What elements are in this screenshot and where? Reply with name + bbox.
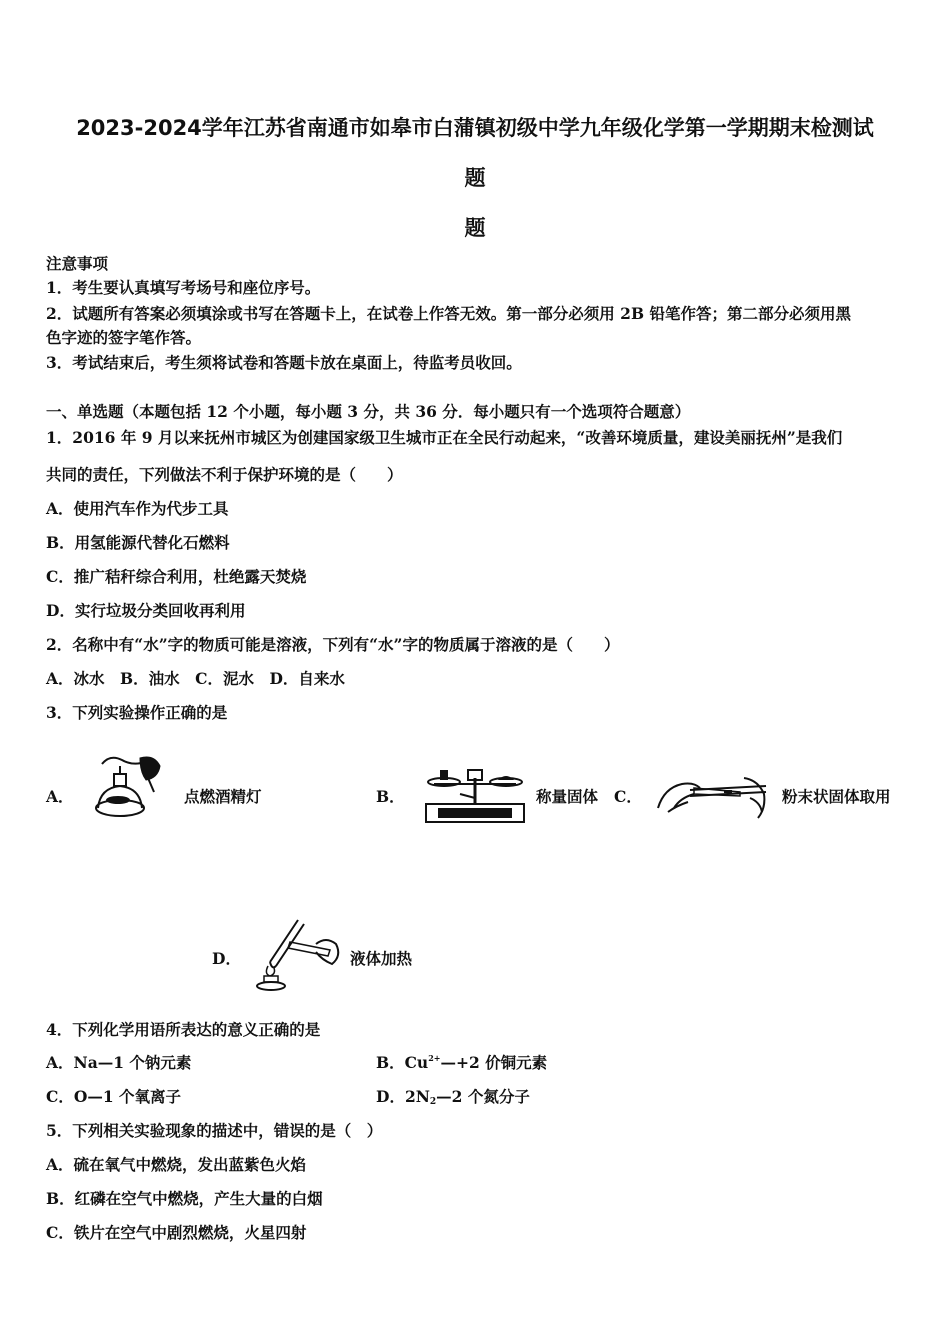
q1-stem-b: 共同的责任，下列做法不利于保护环境的是（ ） bbox=[46, 465, 403, 484]
q4-option-b bbox=[376, 1051, 547, 1073]
exam-title-line2: 题 bbox=[464, 166, 486, 190]
q4-option-d-subscript: 2 bbox=[429, 1097, 437, 1107]
q4-option-d bbox=[376, 1085, 530, 1107]
q3-option-a-text: 点燃酒精灯 bbox=[184, 787, 262, 806]
q5-stem: 5．下列相关实验现象的描述中，错误的是（ ） bbox=[46, 1121, 383, 1140]
q1-option-d: D．实行垃圾分类回收再利用 bbox=[46, 601, 246, 620]
q5-option-c: C．铁片在空气中剧烈燃烧，火星四射 bbox=[46, 1223, 307, 1242]
notice-heading: 注意事项 bbox=[46, 254, 109, 273]
q2-stem: 2．名称中有“水”字的物质可能是溶液，下列有“水”字的物质属于溶液的是（ ） bbox=[46, 635, 620, 654]
q3-option-d-label: D． bbox=[212, 949, 241, 968]
q2-options: A．冰水 B．油水 C．泥水 D．自来水 bbox=[46, 669, 345, 688]
q3-stem: 3．下列实验操作正确的是 bbox=[46, 703, 228, 722]
q4-option-b-symbol: B．Cu bbox=[376, 1053, 429, 1072]
notice-item-1: 1．考生要认真填写考场号和座位序号。 bbox=[46, 278, 321, 297]
q1-option-c: C．推广秸秆综合利用，杜绝露天焚烧 bbox=[46, 567, 307, 586]
q4-option-b-meaning: —+2 价铜元素 bbox=[440, 1053, 548, 1072]
q4-option-c: C．O—1 个氧离子 bbox=[46, 1087, 182, 1106]
q3-option-b-label: B． bbox=[376, 787, 405, 806]
notice-item-2b: 色字迹的签字笔作答。 bbox=[46, 328, 202, 347]
q5-option-a: A．硫在氧气中燃烧，发出蓝紫色火焰 bbox=[46, 1155, 307, 1174]
q3-option-b-text: 称量固体 bbox=[536, 787, 599, 806]
exam-title-line1: 2023-2024学年江苏省南通市如皋市白蒲镇初级中学九年级化学第一学期期末检测试 bbox=[76, 116, 874, 140]
q4-option-a: A．Na—1 个钠元素 bbox=[46, 1053, 192, 1072]
q4-option-b-charge: 2+ bbox=[428, 1053, 441, 1063]
liquid-heating-figure bbox=[250, 914, 346, 992]
exam-title-line3: 题 bbox=[464, 216, 486, 240]
q1-stem-a: 1．2016 年 9 月以来抚州市城区为创建国家级卫生城市正在全民行动起来，“改善环境质量，建设美丽抚州”是我们 bbox=[46, 428, 843, 447]
q1-option-b: B．用氢能源代替化石燃料 bbox=[46, 533, 230, 552]
q4-stem: 4．下列化学用语所表达的意义正确的是 bbox=[46, 1020, 321, 1039]
section-heading: 一、单选题（本题包括 12 个小题，每小题 3 分，共 36 分．每小题只有一个选项符合题意） bbox=[46, 402, 691, 421]
q4-option-d-meaning: —2 个氮分子 bbox=[436, 1087, 530, 1106]
alcohol-lamp-lighting-figure bbox=[88, 752, 170, 822]
q1-option-a: A．使用汽车作为代步工具 bbox=[46, 499, 229, 518]
notice-item-3: 3．考试结束后，考生须将试卷和答题卡放在桌面上，待监考员收回。 bbox=[46, 353, 522, 372]
balance-scale-figure bbox=[420, 760, 530, 826]
q3-option-a-label: A． bbox=[46, 787, 74, 806]
powder-solid-transfer-figure bbox=[654, 768, 774, 822]
q3-option-c-label: C． bbox=[614, 787, 642, 806]
q4-option-d-symbol: D．2N bbox=[376, 1087, 430, 1106]
q3-option-c-text: 粉末状固体取用 bbox=[782, 787, 891, 806]
q5-option-b: B．红磷在空气中燃烧，产生大量的白烟 bbox=[46, 1189, 323, 1208]
notice-item-2a: 2．试题所有答案必须填涂或书写在答题卡上，在试卷上作答无效。第一部分必须用 2B 铅笔作答；第二部分必须用黑 bbox=[46, 304, 851, 323]
q3-option-d-text: 液体加热 bbox=[350, 949, 413, 968]
